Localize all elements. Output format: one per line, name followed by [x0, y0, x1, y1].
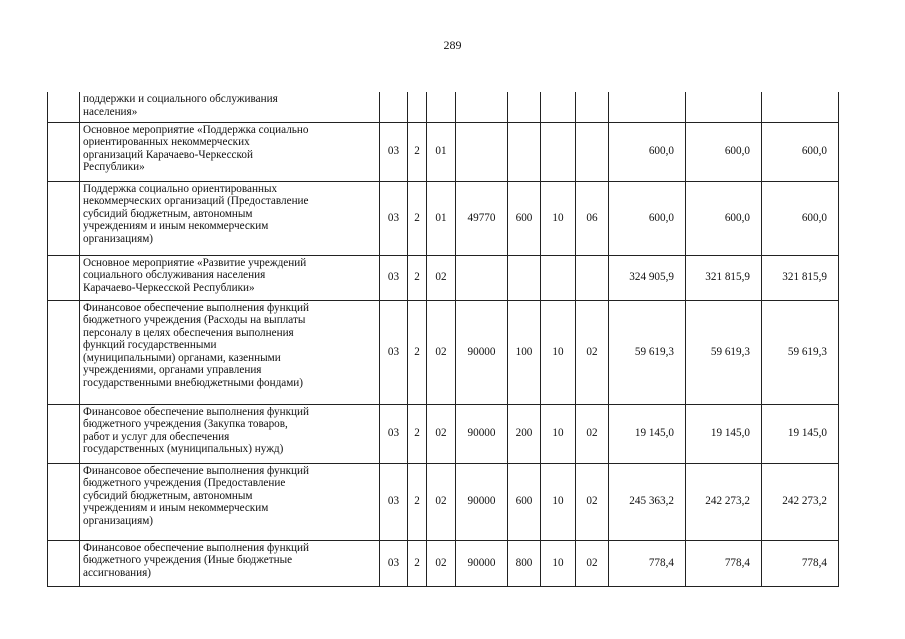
name-line: учреждениям и иным некоммерческим — [83, 220, 269, 233]
expense-type-cell — [508, 122, 541, 181]
name-line: учреждениями, органами управления — [83, 364, 262, 377]
name-line: Финансовое обеспечение выполнения функций — [83, 301, 310, 314]
subsection-b-cell: 06 — [576, 181, 609, 255]
name-line: персоналу в целях обеспечения выполнения — [83, 326, 294, 339]
amount-2-cell: 778,4 — [686, 540, 762, 586]
name-cell — [80, 181, 380, 255]
subsection-b-cell — [576, 122, 609, 181]
amount-1-cell: 600,0 — [609, 181, 686, 255]
item-cell: 90000 — [456, 540, 508, 586]
amount-1-cell: 19 145,0 — [609, 404, 686, 463]
name-line: бюджетного учреждения (Расходы на выплаты — [83, 314, 306, 327]
amount-2-cell: 19 145,0 — [686, 404, 762, 463]
section-cell: 03 — [380, 300, 408, 404]
subsection-a-cell: 10 — [541, 463, 576, 540]
name-line: государственными внебюджетными фондами) — [83, 377, 304, 390]
program-cell: 2 — [408, 255, 427, 300]
item-cell: 90000 — [456, 404, 508, 463]
section-cell — [380, 92, 408, 122]
name-line: государственных (муниципальных) нужд) — [83, 443, 284, 456]
expense-type-cell: 600 — [508, 181, 541, 255]
program-cell: 2 — [408, 540, 427, 586]
expense-type-cell — [508, 92, 541, 122]
expense-type-cell — [508, 255, 541, 300]
name-line: социального обслуживания населения — [83, 269, 266, 282]
name-line: Основное мероприятие «Поддержка социально — [83, 123, 309, 136]
page-number: 289 — [443, 38, 462, 52]
row-number-cell — [48, 463, 80, 540]
name-cell — [80, 255, 380, 300]
row-number-cell — [48, 181, 80, 255]
name-line: ассигнования) — [83, 566, 151, 579]
subsection-b-cell — [576, 92, 609, 122]
table-row — [48, 404, 839, 463]
name-line: некоммерческих организаций (Предоставление — [83, 195, 309, 208]
name-cell — [80, 463, 380, 540]
amount-3-cell: 778,4 — [762, 540, 839, 586]
section-cell: 03 — [380, 404, 408, 463]
program-cell: 2 — [408, 300, 427, 404]
amount-2-cell: 242 273,2 — [686, 463, 762, 540]
subsection-b-cell: 02 — [576, 300, 609, 404]
amount-2-cell: 321 815,9 — [686, 255, 762, 300]
subsection-a-cell: 10 — [541, 181, 576, 255]
subsection-b-cell — [576, 255, 609, 300]
amount-3-cell: 600,0 — [762, 181, 839, 255]
program-cell: 2 — [408, 404, 427, 463]
row-number-cell — [48, 404, 80, 463]
subprogram-cell: 01 — [427, 181, 456, 255]
name-line: субсидий бюджетным, автономным — [83, 207, 253, 220]
expense-type-cell: 600 — [508, 463, 541, 540]
name-line: (муниципальными) органами, казенными — [83, 351, 281, 364]
amount-3-cell: 242 273,2 — [762, 463, 839, 540]
expense-type-cell: 200 — [508, 404, 541, 463]
amount-3-cell: 321 815,9 — [762, 255, 839, 300]
name-line: бюджетного учреждения (Закупка товаров, — [83, 418, 288, 431]
program-cell: 2 — [408, 122, 427, 181]
program-cell: 2 — [408, 463, 427, 540]
amount-2-cell: 600,0 — [686, 122, 762, 181]
name-line: Республики» — [83, 161, 145, 174]
amount-3-cell: 59 619,3 — [762, 300, 839, 404]
name-line: Основное мероприятие «Развитие учреждений — [83, 256, 307, 269]
name-line: населения» — [83, 105, 138, 118]
amount-2-cell: 600,0 — [686, 181, 762, 255]
table-row — [48, 300, 839, 404]
budget-table — [47, 92, 839, 587]
item-cell — [456, 92, 508, 122]
name-line: работ и услуг для обеспечения — [83, 430, 230, 443]
subsection-a-cell — [541, 122, 576, 181]
subsection-b-cell: 02 — [576, 463, 609, 540]
name-line: Финансовое обеспечение выполнения функций — [83, 541, 310, 554]
name-line: организаций Карачаево-Черкесской — [83, 148, 253, 161]
item-cell: 49770 — [456, 181, 508, 255]
table-row — [48, 255, 839, 300]
amount-1-cell: 600,0 — [609, 122, 686, 181]
name-line: поддержки и социального обслуживания — [83, 93, 278, 105]
subprogram-cell: 02 — [427, 300, 456, 404]
name-line: субсидий бюджетным, автономным — [83, 489, 253, 502]
table-body — [48, 92, 839, 586]
subprogram-cell: 02 — [427, 540, 456, 586]
subsection-a-cell — [541, 92, 576, 122]
amount-3-cell — [762, 92, 839, 122]
table-row — [48, 92, 839, 122]
amount-2-cell — [686, 92, 762, 122]
name-cell — [80, 300, 380, 404]
subsection-a-cell: 10 — [541, 540, 576, 586]
section-cell: 03 — [380, 540, 408, 586]
subprogram-cell: 02 — [427, 404, 456, 463]
table-row — [48, 181, 839, 255]
amount-1-cell: 245 363,2 — [609, 463, 686, 540]
table-row — [48, 540, 839, 586]
amount-3-cell: 600,0 — [762, 122, 839, 181]
amount-3-cell: 19 145,0 — [762, 404, 839, 463]
item-cell — [456, 122, 508, 181]
name-cell — [80, 122, 380, 181]
name-line: бюджетного учреждения (Иные бюджетные — [83, 554, 293, 567]
subprogram-cell: 02 — [427, 463, 456, 540]
subsection-a-cell: 10 — [541, 404, 576, 463]
name-line: функций государственными — [83, 339, 217, 352]
amount-1-cell: 324 905,9 — [609, 255, 686, 300]
row-number-cell — [48, 92, 80, 122]
name-line: Карачаево-Черкесской Республики» — [83, 281, 255, 294]
subprogram-cell: 02 — [427, 255, 456, 300]
subsection-b-cell: 02 — [576, 540, 609, 586]
section-cell: 03 — [380, 122, 408, 181]
row-number-cell — [48, 300, 80, 404]
name-line: учреждениям и иным некоммерческим — [83, 502, 269, 515]
program-cell — [408, 92, 427, 122]
name-line: организациям) — [83, 514, 154, 527]
expense-type-cell: 800 — [508, 540, 541, 586]
table-row — [48, 463, 839, 540]
subsection-b-cell: 02 — [576, 404, 609, 463]
section-cell: 03 — [380, 181, 408, 255]
subprogram-cell — [427, 92, 456, 122]
row-number-cell — [48, 122, 80, 181]
name-cell — [80, 540, 380, 586]
name-line: Финансовое обеспечение выполнения функций — [83, 464, 310, 477]
program-cell: 2 — [408, 181, 427, 255]
section-cell: 03 — [380, 255, 408, 300]
item-cell: 90000 — [456, 463, 508, 540]
amount-1-cell: 59 619,3 — [609, 300, 686, 404]
table-row — [48, 122, 839, 181]
name-line: бюджетного учреждения (Предоставление — [83, 477, 286, 490]
amount-1-cell — [609, 92, 686, 122]
name-line: организациям) — [83, 232, 154, 245]
section-cell: 03 — [380, 463, 408, 540]
name-cell — [80, 404, 380, 463]
subprogram-cell: 01 — [427, 122, 456, 181]
row-number-cell — [48, 255, 80, 300]
name-line: Финансовое обеспечение выполнения функций — [83, 405, 310, 418]
item-cell: 90000 — [456, 300, 508, 404]
name-line: ориентированных некоммерческих — [83, 136, 250, 149]
subsection-a-cell — [541, 255, 576, 300]
item-cell — [456, 255, 508, 300]
row-number-cell — [48, 540, 80, 586]
name-line: Поддержка социально ориентированных — [83, 182, 278, 195]
amount-1-cell: 778,4 — [609, 540, 686, 586]
name-cell — [80, 92, 380, 122]
subsection-a-cell: 10 — [541, 300, 576, 404]
expense-type-cell: 100 — [508, 300, 541, 404]
amount-2-cell: 59 619,3 — [686, 300, 762, 404]
